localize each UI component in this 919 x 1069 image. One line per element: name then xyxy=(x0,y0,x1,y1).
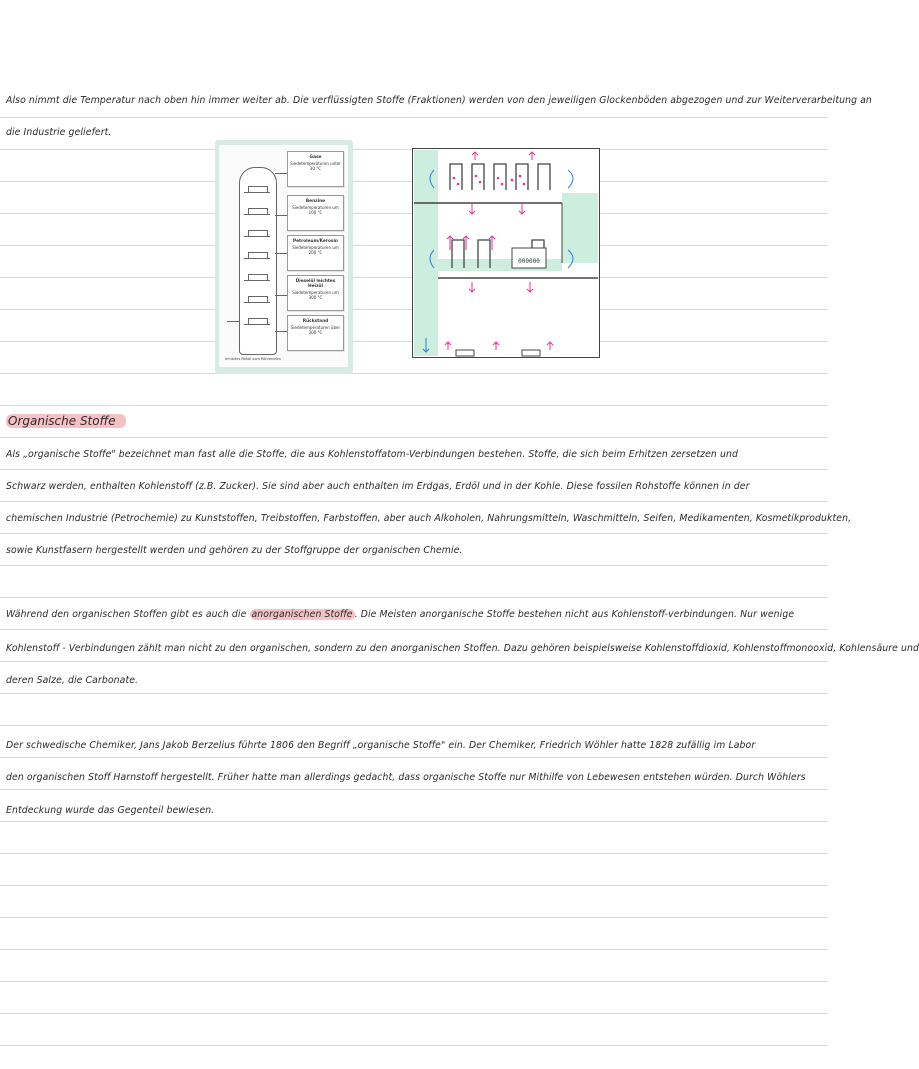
fraction-name: Rückstand xyxy=(302,319,329,324)
paragraph-4-line-1: Der schwedische Chemiker, Jans Jakob Berzelius führte 1806 den Begriff „organische Stoffe" ein. Der Chemiker, Friedrich Wöhler hatte 1828 zufällig im Labor xyxy=(6,740,756,751)
vapor-dot xyxy=(479,181,482,184)
inlet-pipe xyxy=(227,321,239,322)
paragraph-4-line-2: den organischen Stoff Harnstoff hergestellt. Früher hatte man allerdings gedacht, dass organische Stoffe nur Mithilfe von Lebewesen entstehen würden. Durch Wöhlers xyxy=(6,772,806,783)
rule-line xyxy=(0,789,828,790)
fraction-name: Petroleum/Kerosin xyxy=(292,239,338,244)
paragraph-3-line-2: Kohlenstoff - Verbindungen zählt man nicht zu den organischen, sondern zu den anorganischen Stoffen. Dazu gehören beispielsweise Kohlenstoffdioxid, Kohlenstoffmonooxid, Kohlensäure und xyxy=(6,643,919,654)
vapor-dot xyxy=(519,175,522,178)
rule-line xyxy=(0,661,828,662)
fraction-box-benzine xyxy=(287,195,344,231)
heading-highlight: Organische Stoffe xyxy=(6,414,126,428)
pipe xyxy=(275,215,287,216)
paragraph-1-line-1: Also nimmt die Temperatur nach oben hin immer weiter ab. Die verflüssigten Stoffe (Fraktionen) werden von den jeweiligen Glockenböden abgezogen und zur Weiterverarbeitung an xyxy=(6,95,872,106)
figure-caption: erhitztes Rohöl vom Röhrenofen xyxy=(225,357,282,361)
vapor-dot xyxy=(501,183,504,186)
text-span: Während den organischen Stoffen gibt es auch die xyxy=(6,609,247,620)
bubble-cap-tray xyxy=(244,296,270,303)
vapor-dot xyxy=(475,175,478,178)
paragraph-2-line-2: Schwarz werden, enthalten Kohlenstoff (z.B. Zucker). Sie sind aber auch enthalten im Erdgas, Erdöl und in der Kohle. Diese fossilen Rohstoffe können in der xyxy=(6,481,750,492)
bottom-cap xyxy=(456,350,474,356)
bubble-cap-tray xyxy=(244,252,270,259)
fraction-desc: Siedetemperaturen um 300 °C xyxy=(292,290,339,300)
bottom-cap xyxy=(522,350,540,356)
vapor-dot xyxy=(511,179,514,182)
display-label: 000000 xyxy=(518,258,540,265)
distillation-column-figure xyxy=(215,140,353,374)
paragraph-1-line-2: die Industrie geliefert. xyxy=(6,127,112,138)
rule-line xyxy=(0,885,828,886)
vapor-dot xyxy=(497,177,500,180)
paragraph-3-line-1 xyxy=(6,609,821,621)
rule-line xyxy=(0,501,828,502)
rule-line xyxy=(0,117,828,118)
bubble-cap-tray xyxy=(244,230,270,237)
rule-line xyxy=(0,1013,828,1014)
rule-line xyxy=(0,405,828,406)
rule-line xyxy=(0,981,828,982)
vapor-dot xyxy=(523,183,526,186)
rule-line xyxy=(0,1045,828,1046)
pipe xyxy=(275,253,287,254)
rule-line xyxy=(0,437,828,438)
figure-panel xyxy=(219,145,348,367)
fraction-desc: Siedetemperaturen um 100 °C xyxy=(292,205,339,215)
bubble-cap-tray xyxy=(244,274,270,281)
rule-line xyxy=(0,917,828,918)
fraction-name: Dieselöl leichtes Heizöl xyxy=(295,279,336,289)
fraction-desc: Siedetemperaturen um 200 °C xyxy=(292,245,339,255)
fraction-desc: Siedetemperaturen unter 30 °C xyxy=(290,161,341,171)
section-heading xyxy=(6,414,126,428)
fraction-box-dieseloel xyxy=(287,275,344,311)
bubble-cap-tray xyxy=(244,186,270,193)
pipe xyxy=(275,331,287,332)
pipe xyxy=(275,295,287,296)
highlighted-term: anorganischen Stoffe xyxy=(251,609,353,620)
rule-line xyxy=(0,469,828,470)
fraction-box-gase xyxy=(287,151,344,187)
rule-line xyxy=(0,821,828,822)
pipe xyxy=(275,173,287,174)
vapor-dot xyxy=(457,183,460,186)
distillation-column xyxy=(239,167,277,355)
rule-line xyxy=(0,629,828,630)
rule-line xyxy=(0,853,828,854)
bubble-cap-tray xyxy=(244,318,270,325)
vapor-dot xyxy=(453,177,456,180)
rule-line xyxy=(0,565,828,566)
rule-line xyxy=(0,949,828,950)
paragraph-3-line-3: deren Salze, die Carbonate. xyxy=(6,675,139,686)
fraction-box-petroleum xyxy=(287,235,344,271)
fraction-box-rueckstand xyxy=(287,315,344,351)
rule-line xyxy=(0,725,828,726)
rule-line xyxy=(0,533,828,534)
fraction-name: Benzine xyxy=(305,199,326,204)
text-span: . Die Meisten anorganische Stoffe bestehen nicht aus Kohlenstoff-verbindungen. Nur wenige xyxy=(354,609,795,620)
rule-line xyxy=(0,373,828,374)
rule-line xyxy=(0,597,828,598)
fraction-desc: Siedetemperaturen über 300 °C xyxy=(290,325,341,335)
green-channel-right xyxy=(562,193,598,263)
green-channel-left xyxy=(414,150,438,356)
bubble-cap-tray xyxy=(244,208,270,215)
rule-line xyxy=(0,693,828,694)
paragraph-2-line-4: sowie Kunstfasern hergestellt werden und gehören zu der Stoffgruppe der organischen Chemie. xyxy=(6,545,463,556)
rule-line xyxy=(0,757,828,758)
fraction-name: Gase xyxy=(309,155,322,160)
bubble-cap-flow-diagram xyxy=(412,148,600,358)
paragraph-2-line-3: chemischen Industrie (Petrochemie) zu Kunststoffen, Treibstoffen, Farbstoffen, aber auch Alkoholen, Nahrungsmitteln, Waschmitteln, Seifen, Medikamenten, Kosmetikprodukten, xyxy=(6,513,852,524)
paragraph-2-line-1: Als „organische Stoffe" bezeichnet man fast alle die Stoffe, die aus Kohlenstoffatom-Verbindungen bestehen. Stoffe, die sich beim Erhitzen zersetzen und xyxy=(6,449,738,460)
paragraph-4-line-3: Entdeckung wurde das Gegenteil bewiesen. xyxy=(6,805,215,816)
